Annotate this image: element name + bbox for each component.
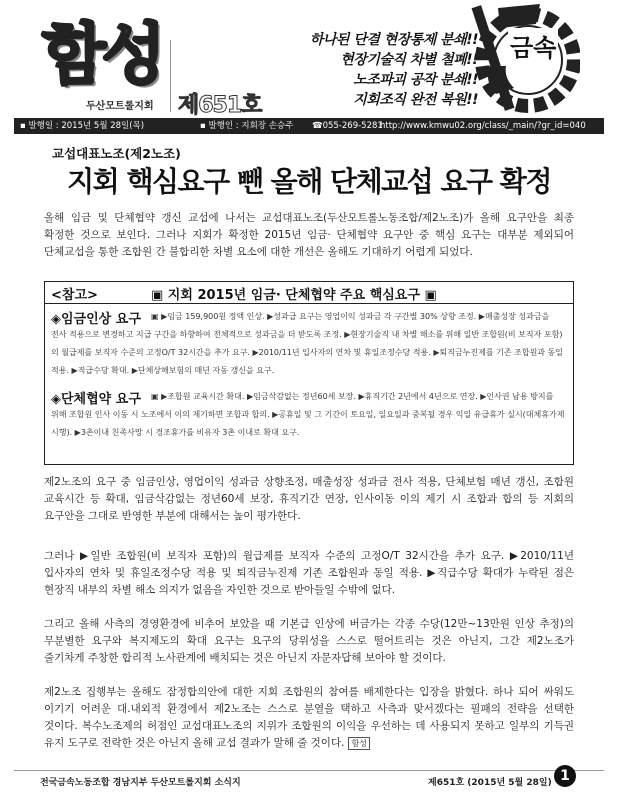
collective-agreement-title: ◈단체협약 요구	[51, 392, 141, 407]
publication-info-bar	[14, 118, 604, 134]
intro-paragraph: 올해 임금 및 단체협약 갱신 교섭에 나서는 교섭대표노조(두산모트롤노동조합/제2노조)가 올해 요구안을 최종 확정한 것으로 보인다. 그러나 지회가 확정한 2015년 임금· 단체협약 요구안 중 핵심 요구는 대부분 제외되어 단체교섭을 통한 조합원 간 불합리한 차별 요소에 대한 개선은 올해도 기대하기 어렵게 되었다.	[44, 212, 574, 258]
newsletter-logo: 함성	[42, 16, 162, 93]
slogan-3: 노조파괴 공작 분쇄!!	[353, 72, 478, 88]
masthead-divider	[170, 40, 171, 112]
body-paragraph-4	[44, 684, 574, 752]
union-name: 금속	[508, 28, 558, 63]
issue-number: 제651호	[178, 93, 262, 118]
wage-demand-title: ◈임금인상 요구	[51, 312, 141, 327]
article-subhead: 교섭대표노조(제2노조)	[52, 146, 181, 161]
publish-date: ▪ 발행일 : 2015년 5월 28일(목)	[20, 121, 145, 131]
phone-number: ☎055-269-5281	[312, 121, 383, 131]
reference-label: <참고>	[51, 288, 98, 303]
collective-agreement-body: ▣ ▶조합원 교육시간 확대. ▶임금삭감없는 정년60세 보장. ▶휴직기간 2년에서 4년으로 연장. ▶인사권 남용 방지를 위해 조합원 인사 이동 시 노조에서 이의 제기하면 조합과 합의. ▶공휴일 및 그 기간이 토요일, 일요일과 중복될 경우 익일 유급휴가 실시(대체휴가제 시행). ▶3촌이내 친족사망 시 경조휴가를 비유자 3촌 이내로 확대 요구.	[51, 392, 565, 437]
footer-publication-name: 전국금속노동조합 경남지부 두산모트롤지회 소식지	[40, 778, 241, 788]
slogan-2: 현장기술직 차별 철폐!!	[340, 52, 478, 68]
wage-demand-body: ▣ ▶임금 159,900원 정액 인상. ▶성과급 요구는 영업이익 성과금 각 구간별 30% 상향 조정. ▶매출성장 성과금을 전사 적용으로 변경하고 지급 구간을 하향하여 전체적으로 성과금을 더 받도록 조정. ▶현장기술직 내 차별 해소를 위해 일반 조합원(비 보직자 포함)의 월급제를 보직자 수준의 고정O/T 32시간을 추가 요구. ▶2010/11년 입사자의 연차 및 휴일조정수당 적용. ▶퇴직금누진제를 기존 조합원과 동일 적용. ▶직급수당 확대. ▶단체상해보험의 매년 자동 갱신을 요구.	[51, 312, 564, 375]
slogan-list	[268, 30, 478, 110]
website-url: http://www.kmwu02.org/class/_main/?gr_id=040	[380, 121, 586, 131]
body-paragraph-4-text: 제2노조 집행부는 올해도 잠정합의안에 대한 지회 조합원의 참여를 배제한다는 입장을 밝혔다. 하나 되어 싸워도 이기기 어려운 대.내외적 환경에서 제2노조는 스스로 분열을 택하고 사측과 맞서겠다는 필패의 전략을 선택한 것이다. 복수노조제의 허점인 교섭대표노조의 지위가 조합원의 이익을 우선하는 데 사용되지 못하고 일부의 기득권 유지 도구로 전락한 것은 아닌지 올해 교섭 결과가 말해 줄 것이다.	[44, 686, 574, 749]
end-mark: 함성	[348, 737, 369, 750]
reference-box	[44, 281, 574, 465]
reference-title: ▣ 지회 2015년 임금· 단체협약 주요 핵심요구 ▣	[151, 288, 437, 303]
body-paragraph-3: 그리고 올해 사측의 경영환경에 비추어 보았을 때 기본급 인상에 버금가는 각종 수당(12만~13만원 인상 추정)의 무분별한 요구와 복지제도의 확대 요구는 요구의 당위성을 스스로 떨어트리는 것은 아닌지, 그간 제2노조가 줄기차게 주창한 합리적 노사관계에 배치되는 것은 아닌지 자문자답해 보아야 할 것이다.	[44, 618, 574, 664]
footer-divider	[14, 770, 604, 771]
article-headline: 지회 핵심요구 뺀 올해 단체교섭 요구 확정	[67, 165, 551, 198]
reference-divider	[45, 303, 573, 304]
masthead	[0, 0, 618, 118]
body-paragraph-2: 그러나 ▶일반 조합원(비 보직자 포함)의 월급제를 보직자 수준의 고정O/T 32시간을 추가 요구. ▶2010/11년 입사자의 연차 및 휴일조정수당 적용 및 퇴직금누진제 기존 조합원과 동일 적용. ▶직급수당 확대가 누락된 점은 현장직 내부의 차별 해소 의지가 없음을 자인한 것으로 받아들일 수밖에 없다.	[44, 550, 574, 596]
logo-subtitle: 두산모트롤지회	[86, 97, 154, 112]
slogan-1: 하나된 단결 현장통제 분쇄!!	[309, 32, 478, 48]
body-paragraph-1: 제2노조의 요구 중 임금인상, 영업이익 성과금 상향조정, 매출성장 성과금 전사 적용, 단체보험 매년 갱신, 조합원 교육시간 등 확대, 임금삭감없는 정년60세 보장, 휴직기간 연장, 인사이동 이의 제기 시 조합과 합의 등 지회의 요구안을 그대로 반영한 부분에 대해서는 높이 평가한다.	[44, 476, 574, 522]
page-number: 1	[554, 765, 576, 787]
footer-issue-date: 제651호 (2015년 5월 28일)	[428, 778, 552, 788]
slogan-4: 지회조직 완전 복원!!	[353, 92, 478, 108]
publisher: ▪ 발행인 : 지회장 손승주	[200, 121, 294, 131]
